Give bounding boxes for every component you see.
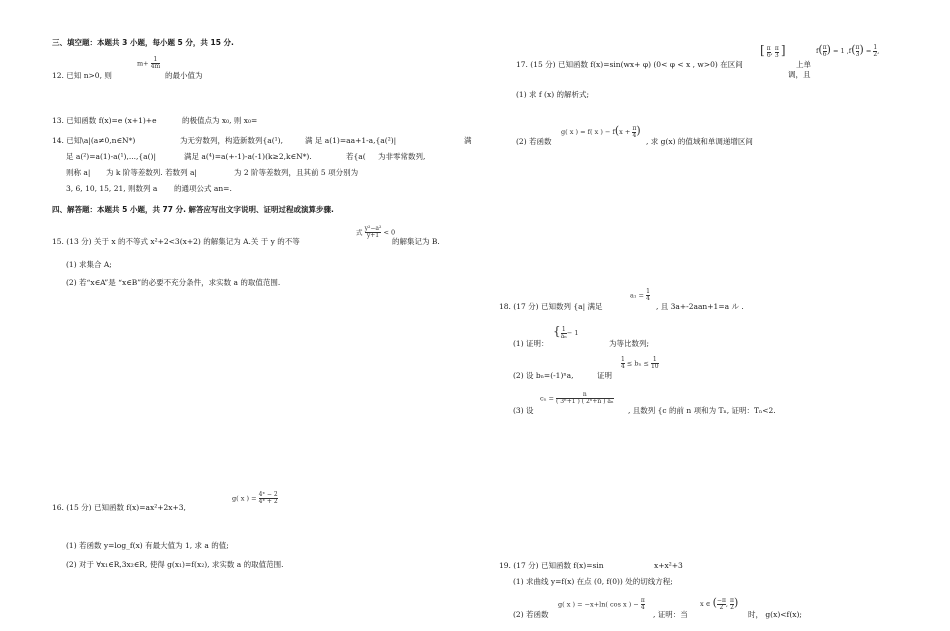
question-16-stem: 16. (15 分) 已知函数 f(x)=ax²+2x+3, bbox=[52, 503, 186, 512]
question-18-a1: a₁ = $\frac{1}{4}$ bbox=[630, 288, 650, 302]
question-18-part-1-formula: { $\frac{1}{\text{aₙ}}$ − 1 bbox=[553, 324, 579, 340]
question-19-g-formula: g( x ) = −x+ln( cos x ) − $\frac{\pi}{4}$ bbox=[558, 597, 645, 611]
question-18-stem-tail: , 且 3a+-2aan+1=a ル . bbox=[656, 302, 744, 311]
question-18-part-2-formula: $\frac{1}{4}$ ≤ bₙ ≤ $\frac{1}{10}$ bbox=[621, 356, 659, 370]
question-17-part-2-tail: , 求 g(x) 的值域和单调递增区间 bbox=[646, 137, 753, 146]
question-18-part-3: (3) 设 bbox=[513, 406, 534, 415]
answer-section-header: 四、解答题：本题共 5 小题，共 77 分. 解答应写出文字说明、证明过程或演算步骤. bbox=[52, 205, 334, 214]
question-19-part-1: (1) 求曲线 y=f(x) 在点 (0, f(0)) 处的切线方程; bbox=[513, 577, 673, 586]
question-13-text: 13. 已知函数 f(x)=e (x+1)+e bbox=[52, 116, 157, 125]
question-14-line-2b: 满足 a(⁴)=a(+-1)-a(-1)(k≥2,k∈N*). bbox=[184, 152, 312, 161]
question-17-condition: f( $\frac{\pi}{6}$ ) = 1 ,f( $\frac{\pi}{3}$ ) = $\frac{1}{2}$ , bbox=[816, 43, 880, 58]
question-19-part-2: (2) 若函数 bbox=[513, 610, 549, 619]
question-15-part-1: (1) 求集合 A; bbox=[66, 260, 112, 269]
question-19-part-2-tail: 时， g(x)<f(x); bbox=[748, 610, 802, 619]
question-14-line-1b: 为无穷数列，构造新数列{a(¹), bbox=[180, 136, 283, 145]
fill-in-section-header: 三、填空题：本题共 3 小题，每小题 5 分，共 15 分. bbox=[52, 38, 234, 47]
question-14-line-2c: 若{a( bbox=[346, 152, 366, 161]
question-15-part-2: (2) 若“x∈A”是 “x∈B”的必要不充分条件，求实数 a 的取值范围. bbox=[66, 278, 281, 287]
question-17-part-1: (1) 求 f (x) 的解析式; bbox=[516, 90, 590, 99]
question-18-stem: 18. (17 分) 已知数列 {a| 满足 bbox=[499, 302, 603, 311]
question-14-line-1a: 14. 已知\a|(a≠0,n∈N*) bbox=[52, 136, 136, 145]
question-18-part-2-prove: 证明 bbox=[597, 371, 612, 380]
question-17-interval: [ $\frac{\pi}{6}$ , $\frac{\pi}{3}$ ] bbox=[760, 43, 786, 59]
question-14-line-3a: 则称 a| bbox=[66, 168, 91, 177]
question-14-line-1c: 满 足 a(1)=aa+1-a,{a(²)| bbox=[305, 136, 397, 145]
question-18-part-1: (1) 证明： bbox=[513, 339, 549, 348]
question-18-part-3-tail: , 且数列 {c 的前 n 项和为 Tₙ, 证明：Tₙ<2. bbox=[628, 406, 776, 415]
question-19-range-formula: x ∈ ( $\frac{-\pi}{2}$ , $\frac{\pi}{2}$ ) bbox=[700, 596, 739, 611]
question-18-part-2: (2) 设 bₙ=(-1)ⁿa, bbox=[513, 371, 574, 380]
question-18-part-1-tail: 为等比数列; bbox=[609, 339, 650, 348]
question-12-text: 12. 已知 n>0, 则 bbox=[52, 71, 112, 80]
question-14-line-4b: 的通项公式 an=. bbox=[174, 184, 232, 193]
question-18-part-3-formula: cₙ = $\frac{n}{\text{( 3ⁿ+1 ) ( 2ⁿ+n ) aₙ}}$ bbox=[540, 391, 614, 405]
question-17-stem-c: 调，且 bbox=[788, 70, 811, 79]
question-14-line-2a: 足 a(²)=a(1)-a(¹),...,{a()| bbox=[66, 152, 156, 161]
question-14-line-1d: 满 bbox=[464, 136, 472, 145]
question-17-stem: 17. (15 分) 已知函数 f(x)=sin(wx+ φ) (0< φ < x , w>0) 在区间 bbox=[516, 60, 743, 69]
question-14-line-2d: 为非零常数列, bbox=[378, 152, 426, 161]
question-15-stem: 15. (13 分) 关于 x 的不等式 x²+2<3(x+2) 的解集记为 A.关 于 y 的不等 bbox=[52, 237, 300, 246]
question-15-inequality-formula: 式 $\frac{\text{y²−a²}}{y+1}$ < 0 bbox=[356, 225, 396, 239]
question-16-part-2: (2) 对于 ∀x₁∈R,3x₂∈R, 使得 g(x₁)=f(x₂), 求实数 a 的取值范围. bbox=[66, 560, 284, 569]
question-16-part-1: (1) 若函数 y=log_f(x) 有最大值为 1, 求 a 的值; bbox=[66, 541, 229, 550]
question-14-line-4: 3, 6, 10, 15, 21, 则数列 a bbox=[66, 184, 158, 193]
question-12-formula: m+ $\frac{1}{4m}$ bbox=[137, 56, 161, 70]
question-12-tail: 的最小值为 bbox=[165, 71, 203, 80]
question-16-g-formula: g( x ) = $\frac{\text{4ˣ − 2}}{\text{4ˣ + 2}}$ bbox=[232, 491, 278, 505]
question-17-stem-b: 上单 bbox=[796, 60, 811, 69]
question-19-stem: 19. (17 分) 已知函数 f(x)=sin bbox=[499, 561, 604, 570]
question-14-line-3b: 为 k 阶等差数列. 若数列 a| bbox=[106, 168, 197, 177]
question-19-part-2-prove: , 证明：当 bbox=[653, 610, 688, 619]
question-14-line-3c: 为 2 阶等差数列，且其前 5 项分别为 bbox=[234, 168, 359, 177]
question-19-stem-tail: x+x²+3 bbox=[654, 561, 683, 570]
question-15-stem-tail: 的解集记为 B. bbox=[392, 237, 440, 246]
question-13-tail: 的极值点为 x₀, 则 x₀= bbox=[182, 116, 258, 125]
question-17-part-2: (2) 若函数 bbox=[516, 137, 552, 146]
question-17-g-formula: g( x ) = f( x ) − f(x + $\frac{\pi}{4}$ ) bbox=[561, 124, 641, 139]
